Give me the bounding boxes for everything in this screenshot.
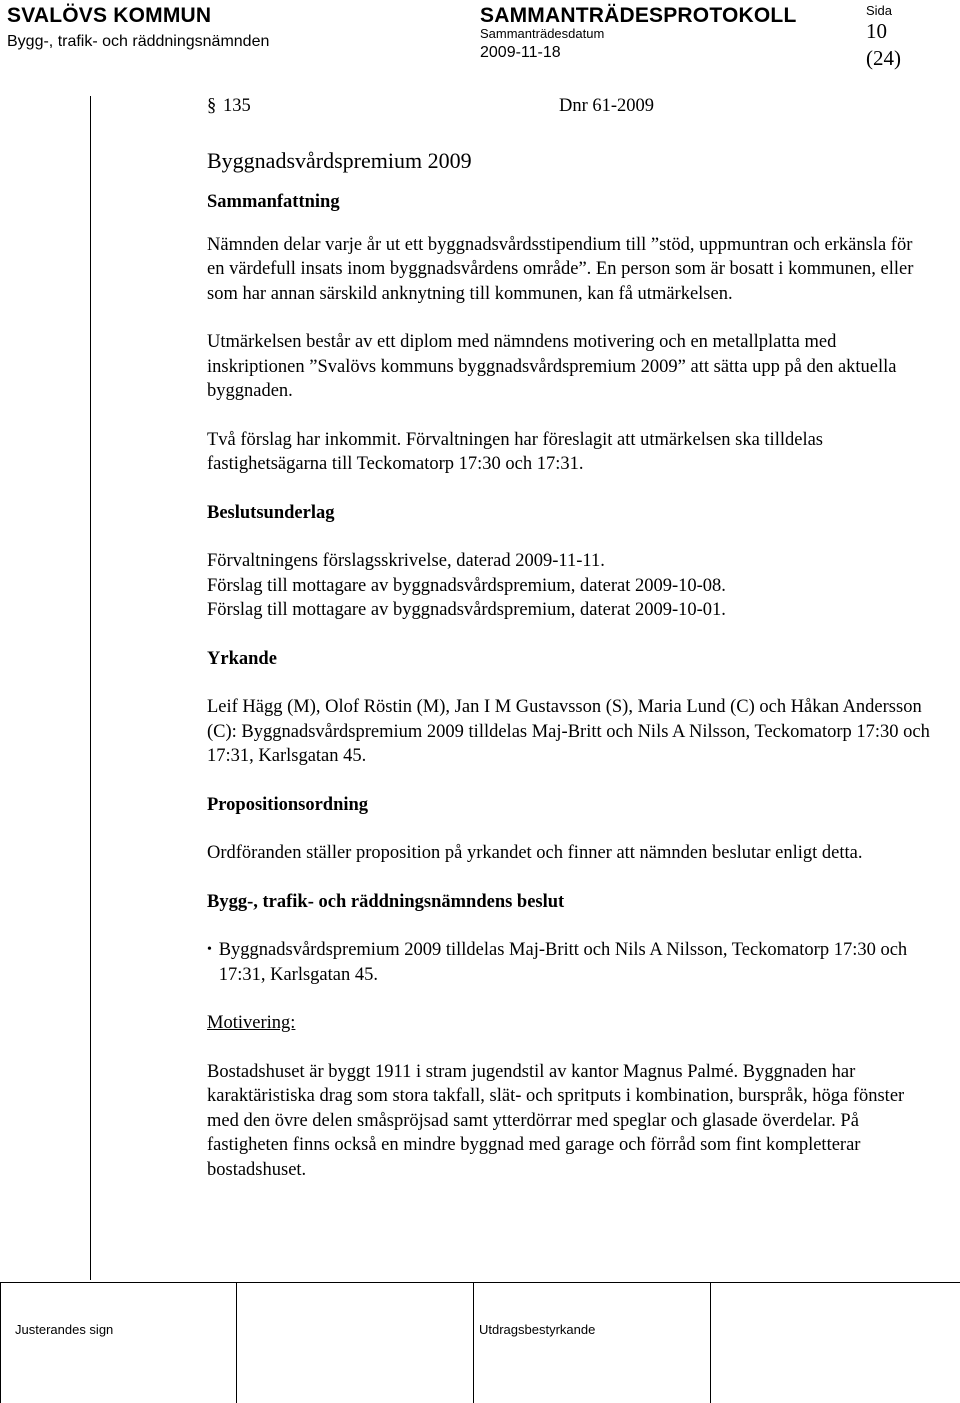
page-number: 10 [866, 19, 887, 43]
margin-rule [90, 96, 91, 1280]
basis-heading: Beslutsunderlag [207, 502, 335, 523]
document-type: SAMMANTRÄDESPROTOKOLL [480, 4, 797, 27]
section-number: 135 [223, 96, 251, 116]
bullet-icon: • [207, 942, 212, 957]
decision-item [207, 938, 932, 987]
summary-heading: Sammanfattning [207, 192, 340, 212]
motivation-heading: Motivering: [207, 1013, 296, 1033]
footer-divider [473, 1282, 474, 1403]
excerpt-verification-label: Utdragsbestyrkande [479, 1322, 596, 1337]
page-label: Sida [866, 3, 893, 18]
signature-label: Justerandes sign [15, 1322, 114, 1337]
decision-heading: Bygg-, trafik- och räddningsnämndens beslut [207, 891, 565, 912]
basis-item: Förslag till mottagare av byggnadsvårdspremium, daterat 2009-10-08. [207, 575, 726, 596]
footer-divider [710, 1282, 711, 1403]
summary-paragraph-2: Utmärkelsen består av ett diplom med nämndens motivering och en metallplatta med inskriptionen ”Svalövs kommuns byggnadsvårdspremium 2009” att sätta upp på den aktuella byggnaden. [207, 332, 897, 401]
summary-paragraph-1: Nämnden delar varje år ut ett byggnadsvårdsstipendium till ”stöd, uppmuntran och erkänsla för en värdefull insats inom byggnadsvårdens område”. En person som är bosatt i kommunen, eller som har annan särskild anknytning till kommunen, kan få utmärkelsen. [207, 234, 914, 304]
decision-text: Byggnadsvårdspremium 2009 tilldelas Maj-Britt och Nils A Nilsson, Teckomatorp 17:30 och 17:31, Karlsgatan 45. [218, 940, 908, 985]
protocol-body [207, 94, 932, 1182]
diary-number: Dnr 61-2009 [559, 96, 655, 116]
footer-divider [236, 1282, 237, 1403]
motivation-text: Bostadshuset är byggt 1911 i stram jugendstil av kantor Magnus Palmé. Byggnaden har karaktäristiska drag som stora takfall, slät- och spritputs i kombination, burspråk, höga fönster med den övre delen småspröjsad samt ytterdörrar med speglar och glasade överdelar. På fastigheten finns också en mindre byggnad med garage och förråd som fint kompletterar bostadshuset. [207, 1061, 905, 1180]
organization-name: SVALÖVS KOMMUN [7, 4, 212, 27]
motion-heading: Yrkande [207, 648, 277, 669]
proposition-text: Ordföranden ställer proposition på yrkandet och finner att nämnden beslutar enligt detta. [207, 843, 863, 863]
department-name: Bygg-, trafik- och räddningsnämnden [7, 33, 270, 50]
proposition-heading: Propositionsordning [207, 794, 369, 815]
paragraph-mark: § [207, 96, 217, 116]
footer-rule [0, 1282, 960, 1283]
page-total: (24) [866, 46, 901, 70]
meeting-date-value: 2009-11-18 [480, 44, 561, 61]
summary-paragraph-3: Två förslag har inkommit. Förvaltningen har föreslagit att utmärkelsen ska tilldelas fastighetsägarna till Teckomatorp 17:30 och 17:31. [207, 429, 823, 474]
basis-item: Förvaltningens förslagsskrivelse, daterad 2009-11-11. [207, 551, 605, 571]
footer-divider [0, 1282, 1, 1403]
basis-item: Förslag till mottagare av byggnadsvårdspremium, daterat 2009-10-01. [207, 600, 726, 620]
section-number-row [207, 94, 932, 119]
section-title: Byggnadsvårdspremium 2009 [207, 147, 472, 173]
meeting-date-label: Sammanträdesdatum [480, 26, 605, 41]
motion-text: Leif Hägg (M), Olof Röstin (M), Jan I M Gustavsson (S), Maria Lund (C) och Håkan Andersson (C): Byggnadsvårdspremium 2009 tilldelas Maj-Britt och Nils A Nilsson, Teckomatorp 17:30 och 17:31, Karlsgatan 45. [207, 697, 930, 766]
